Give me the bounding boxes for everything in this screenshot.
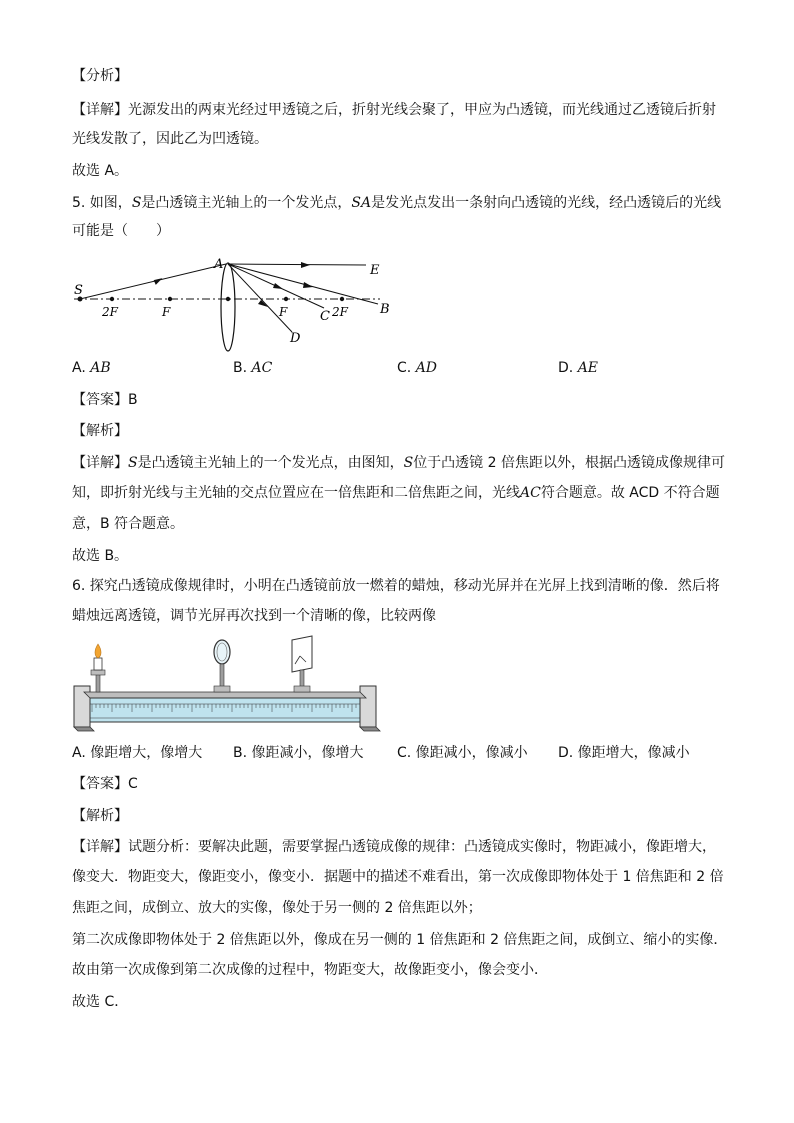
label-2F-left: 2F (102, 305, 118, 319)
label-E: E (370, 263, 380, 278)
lens-holder-post (220, 664, 224, 688)
candle-flame (95, 644, 101, 658)
lens-holder-base (214, 686, 230, 692)
ray-AE (228, 264, 366, 265)
label-F-right: F (279, 305, 288, 319)
q5-detail-line: 知，即折射光线与主光轴的交点位置应在一倍焦距和二倍焦距之间，光线AC符合题意。故 ACD 不符合题 (72, 485, 720, 501)
q5-option-d: D. AE (558, 360, 599, 376)
q6-detail-line: 故由第一次成像到第二次成像的过程中，物距变大，故像距变小，像会变小． (72, 962, 548, 978)
q5-stem-line: 可能是（ ） (72, 223, 170, 239)
q5-option-b: B. AC (233, 360, 273, 376)
point-2F-right (340, 297, 344, 301)
lens-ray-diagram (66, 252, 406, 352)
q6-detail-line: 第二次成像即物体处于 2 倍焦距以外，像成在另一侧的 1 倍焦距和 2 倍焦距之间，成倒立、缩小的实像． (72, 932, 728, 948)
q6-analysis-label: 【解析】 (72, 808, 128, 824)
screen-holder-post (300, 670, 304, 688)
label-F-left: F (162, 305, 171, 319)
point-F-left (168, 297, 172, 301)
label-B: B (380, 302, 390, 317)
q5-choice: 故选 B。 (72, 548, 129, 564)
q4-choice: 故选 A。 (72, 163, 129, 179)
point-2F-left (110, 297, 114, 301)
label-2F-right: 2F (332, 305, 348, 319)
bench-scale (90, 698, 360, 722)
q6-option-c: C. 像距减小，像减小 (397, 745, 528, 761)
q5-detail-line: 【详解】S是凸透镜主光轴上的一个发光点，由图知，S位于凸透镜 2 倍焦距以外，根据凸透镜成像规律可 (72, 455, 725, 471)
q6-choice: 故选 C． (72, 994, 129, 1010)
incident-ray-SA (80, 264, 226, 299)
candle-holder-post (96, 674, 100, 692)
q4-detail-line: 光线发散了，因此乙为凹透镜。 (72, 131, 268, 147)
q5-analysis-label: 【解析】 (72, 423, 128, 439)
q6-option-a: A. 像距增大，像增大 (72, 745, 203, 761)
ray-AE-arrow (301, 262, 310, 268)
light-screen (292, 636, 312, 672)
optical-bench-illustration (70, 634, 382, 734)
label-A: A (214, 257, 224, 272)
bench-lens (214, 640, 230, 664)
point-O (226, 297, 230, 301)
screen-holder-base (294, 686, 310, 692)
q4-analysis-label: 【分析】 (72, 68, 128, 84)
ray-AC-arrow (273, 283, 283, 289)
label-D: D (290, 331, 301, 346)
q5-option-a: A. AB (72, 360, 111, 376)
q6-stem-line: 6. 探究凸透镜成像规律时，小明在凸透镜前放一燃着的蜡烛，移动光屏并在光屏上找到清晰的像．然后将 (72, 578, 720, 594)
q6-answer: 【答案】C (72, 776, 138, 792)
point-F-right (284, 297, 288, 301)
ray-AD (228, 264, 292, 332)
label-S: S (74, 283, 83, 298)
candle (94, 658, 102, 670)
q6-stem-line: 蜡烛远离透镜，调节光屏再次找到一个清晰的像，比较两像 (72, 608, 436, 624)
label-C: C (320, 309, 330, 324)
bench-top-rail (84, 692, 366, 698)
q6-detail-line: 像变大．物距变大，像距变小，像变小．据题中的描述不难看出，第一次成像即物体处于 1 倍焦距和 2 倍 (72, 869, 724, 885)
q5-option-c: C. AD (397, 360, 438, 376)
candle-holder (91, 670, 105, 675)
bench-right-support (360, 686, 376, 727)
q4-detail-line: 【详解】光源发出的两束光经过甲透镜之后，折射光线会聚了，甲应为凸透镜，而光线通过乙透镜后折射 (72, 102, 716, 118)
ray-AB-arrow (303, 282, 313, 288)
q6-detail-line: 焦距之间，成倒立、放大的实像，像处于另一侧的 2 倍焦距以外； (72, 900, 482, 916)
q5-stem-line: 5. 如图，S是凸透镜主光轴上的一个发光点，SA是发光点发出一条射向凸透镜的光线，经凸透镜后的光线 (72, 195, 722, 211)
q6-detail-line: 【详解】试题分析：要解决此题，需要掌握凸透镜成像的规律：凸透镜成实像时，物距减小，像距增大， (72, 839, 716, 855)
q6-option-d: D. 像距增大，像减小 (558, 745, 690, 761)
q5-detail-line: 意，B 符合题意。 (72, 516, 185, 532)
convex-lens (221, 263, 235, 351)
q5-answer: 【答案】B (72, 392, 138, 408)
q6-option-b: B. 像距减小，像增大 (233, 745, 364, 761)
